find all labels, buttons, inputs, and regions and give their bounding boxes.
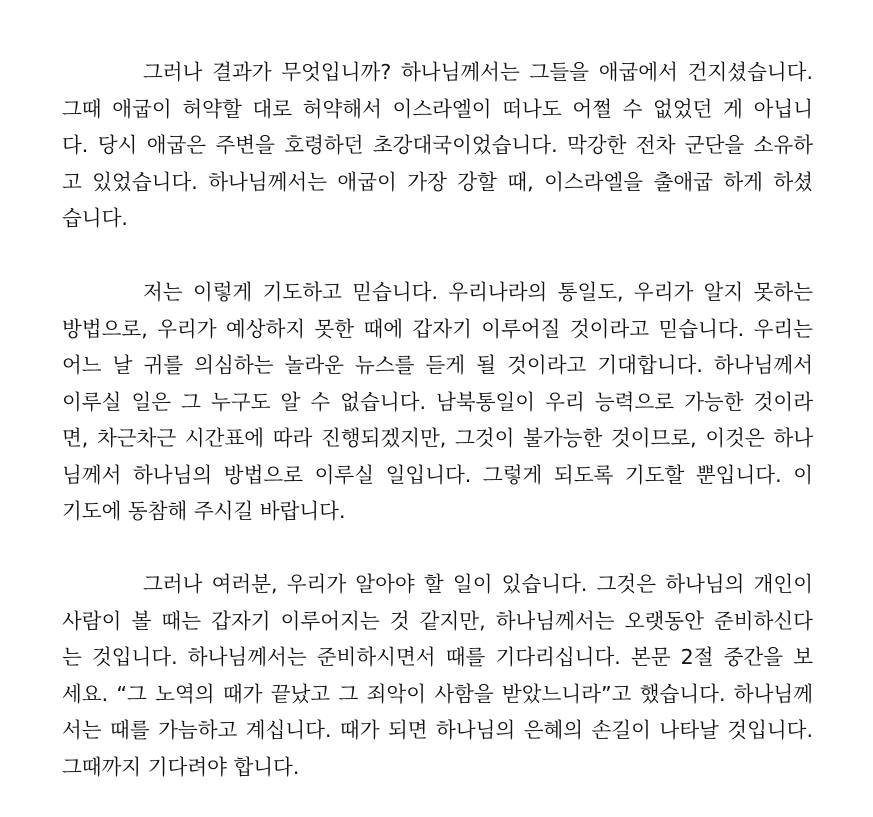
text-line: 사람이 볼 때는 갑자기 이루어지는 것 같지만, 하나님께서는 오랫동안 준비하신다 — [62, 609, 813, 633]
text-line: 그때 애굽이 허약할 대로 허약해서 이스라엘이 떠나도 어쩔 수 없었던 게 아닙니 — [62, 97, 813, 121]
text-line: 님께서 하나님의 방법으로 이루실 일입니다. 그렇게 되도록 기도할 뿐입니다. 이 — [62, 463, 813, 487]
text-line: 세요. “그 노역의 때가 끝났고 그 죄악이 사함을 받았느니라”고 했습니다. 하나님께 — [62, 682, 813, 706]
text-line: 그러나 결과가 무엇입니까? 하나님께서는 그들을 애굽에서 건지셨습니다. — [143, 60, 813, 84]
text-line: 기도에 동참해 주시길 바랍니다. — [62, 499, 346, 523]
text-line: 저는 이렇게 기도하고 믿습니다. 우리나라의 통일도, 우리가 알지 못하는 — [143, 280, 813, 304]
text-line: 는 것입니다. 하나님께서는 준비하시면서 때를 기다리십니다. 본문 2절 중간을 보 — [62, 645, 813, 669]
text-line: 그때까지 기다려야 합니다. — [62, 755, 300, 779]
text-line: 고 있었습니다. 하나님께서는 애굽이 가장 강할 때, 이스라엘을 출애굽 하게 하셨 — [62, 170, 813, 194]
text-line: 이루실 일은 그 누구도 알 수 없습니다. 남북통일이 우리 능력으로 가능한 것이라 — [62, 390, 813, 414]
text-line: 그러나 여러분, 우리가 알아야 할 일이 있습니다. 그것은 하나님의 개인이 — [143, 572, 813, 596]
text-line: 서는 때를 가늠하고 계십니다. 때가 되면 하나님의 은혜의 손길이 나타날 것입니다. — [62, 718, 813, 742]
text-line: 방법으로, 우리가 예상하지 못한 때에 갑자기 이루어질 것이라고 믿습니다. 우리는 — [62, 317, 813, 341]
text-line: 다. 당시 애굽은 주변을 호령하던 초강대국이었습니다. 막강한 전차 군단을 소유하 — [62, 133, 813, 157]
text-line: 습니다. — [62, 206, 128, 230]
text-line: 어느 날 귀를 의심하는 놀라운 뉴스를 듣게 될 것이라고 기대합니다. 하나님께서 — [62, 353, 813, 377]
text-line: 면, 차근차근 시간표에 따라 진행되겠지만, 그것이 불가능한 것이므로, 이것은 하나 — [62, 426, 813, 450]
